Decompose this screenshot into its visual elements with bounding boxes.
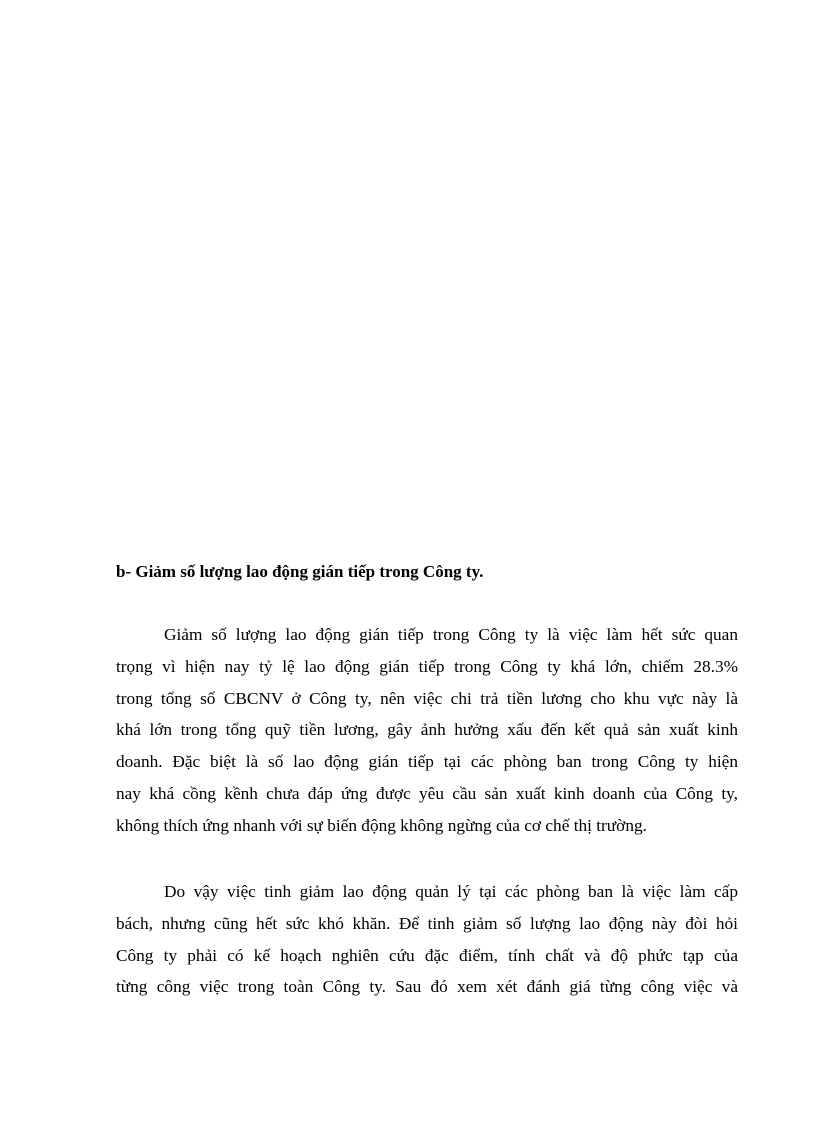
paragraph-line: bách, nhưng cũng hết sức khó khăn. Để tinh giảm số lượng lao động này đòi hỏi xyxy=(116,913,738,933)
paragraph-line: không thích ứng nhanh với sự biến động không ngừng của cơ chế thị trường. xyxy=(116,815,647,835)
paragraph-line: doanh. Đặc biệt là số lao động gián tiếp tại các phòng ban trong Công ty hiện xyxy=(116,752,738,772)
paragraph-line: khá lớn trong tổng quỹ tiền lương, gây ảnh hưởng xấu đến kết quả sản xuất kinh xyxy=(116,720,738,740)
paragraph-line: nay khá cồng kềnh chưa đáp ứng được yêu cầu sản xuất kinh doanh của Công ty, xyxy=(116,783,738,803)
paragraph-line: Do vậy việc tinh giảm lao động quản lý tại các phòng ban là việc làm cấp xyxy=(164,882,738,901)
paragraph-line: trọng vì hiện nay tỷ lệ lao động gián tiếp trong Công ty khá lớn, chiếm 28.3% xyxy=(116,656,738,676)
section-heading: b- Giảm số lượng lao động gián tiếp trong Công ty. xyxy=(116,562,484,581)
paragraph-2 xyxy=(116,876,738,1003)
paragraph-line: trong tổng số CBCNV ở Công ty, nên việc chi trả tiền lương cho khu vực này là xyxy=(116,688,738,708)
paragraph-line: Công ty phải có kế hoạch nghiên cứu đặc điểm, tính chất và độ phức tạp của xyxy=(116,945,738,965)
paragraph-line: Giảm số lượng lao động gián tiếp trong Công ty là việc làm hết sức quan xyxy=(164,625,738,644)
paragraph-line: từng công việc trong toàn Công ty. Sau đó xem xét đánh giá từng công việc và xyxy=(116,977,738,997)
paragraph-1 xyxy=(116,619,738,842)
